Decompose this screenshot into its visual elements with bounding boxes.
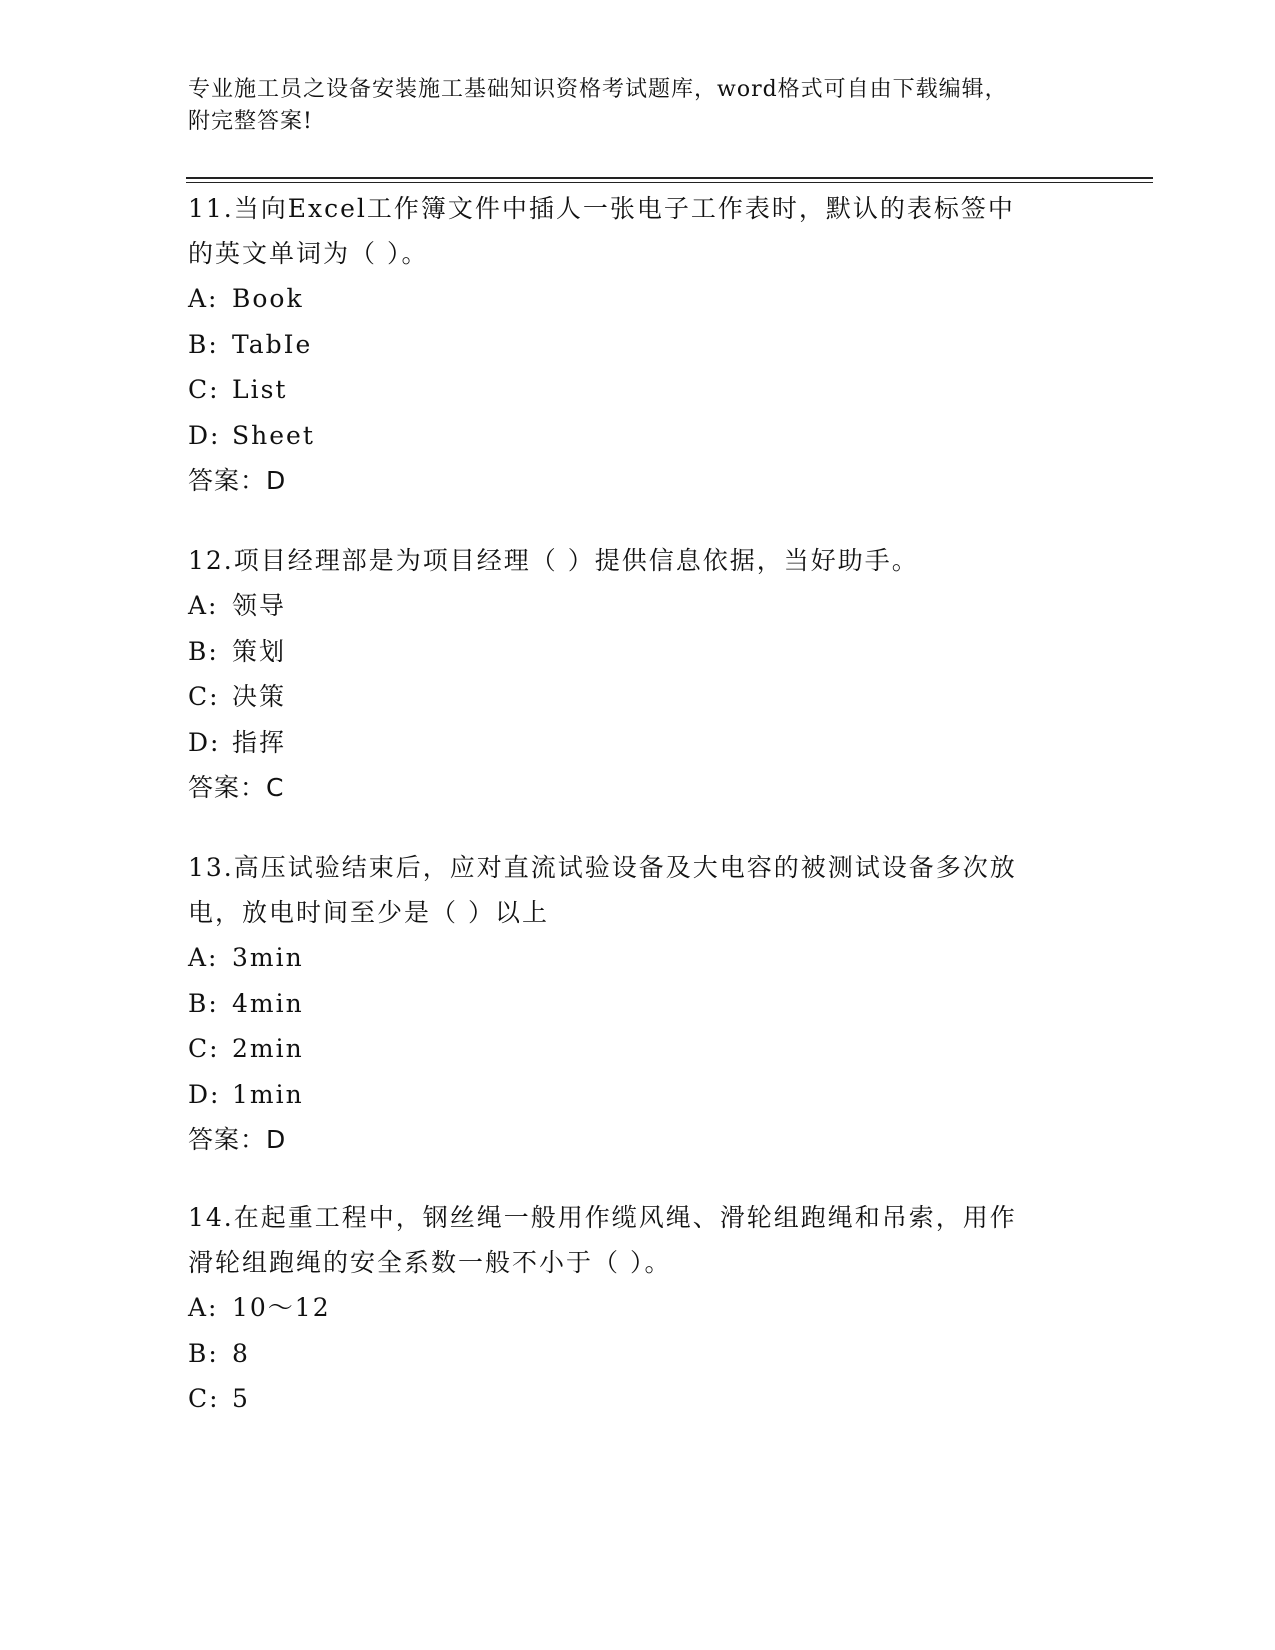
- question-stem-line-2: 滑轮组跑绳的安全系数一般不小于（ ）。: [188, 1248, 672, 1277]
- option-letter: C:: [188, 375, 220, 404]
- option-c: [188, 1026, 1088, 1072]
- option-text: 策划: [232, 636, 287, 666]
- option-b: [188, 629, 1088, 675]
- document-header: [188, 74, 1068, 138]
- option-text: 5: [232, 1384, 250, 1413]
- option-text: 2min: [232, 1034, 304, 1063]
- option-b: [188, 322, 1088, 368]
- question-11: [188, 186, 1088, 503]
- answer-line: 答案：D: [188, 466, 287, 495]
- option-d: [188, 720, 1088, 766]
- question-stem-line-1: 11.当向Excel工作簿文件中插人一张电子工作表时，默认的表标签中: [188, 194, 1015, 223]
- option-letter: D:: [188, 1079, 221, 1109]
- option-a: [188, 935, 1088, 981]
- option-d: [188, 413, 1088, 459]
- option-c: [188, 367, 1088, 413]
- question-stem-line-1: 13.高压试验结束后，应对直流试验设备及大电容的被测试设备多次放: [188, 853, 1017, 882]
- question-stem-line-1: 14.在起重工程中，钢丝绳一般用作缆风绳、滑轮组跑绳和吊索，用作: [188, 1203, 1017, 1232]
- question-stem-line-1: 12.项目经理部是为项目经理（ ）提供信息依据，当好助手。: [188, 546, 919, 575]
- option-letter: C:: [188, 1384, 220, 1413]
- option-text: TabIe: [232, 329, 313, 359]
- option-c: [188, 674, 1088, 720]
- option-text: 4min: [232, 988, 304, 1018]
- option-b: [188, 981, 1088, 1027]
- option-text: List: [232, 375, 288, 404]
- question-12: [188, 538, 1088, 810]
- option-letter: B:: [188, 636, 219, 666]
- question-14: [188, 1195, 1088, 1422]
- option-letter: D:: [188, 727, 221, 757]
- option-b: [188, 1331, 1088, 1377]
- option-letter: C:: [188, 682, 220, 711]
- option-a: [188, 276, 1088, 322]
- answer-line: 答案：C: [188, 773, 285, 802]
- question-13: [188, 845, 1088, 1162]
- option-text: 10～12: [232, 1293, 331, 1322]
- option-letter: B:: [188, 1338, 219, 1368]
- option-c: [188, 1376, 1088, 1422]
- option-letter: C:: [188, 1034, 220, 1063]
- header-line-2: 附完整答案!: [188, 109, 313, 134]
- option-text: 8: [232, 1338, 250, 1368]
- header-line-1: 专业施工员之设备安装施工基础知识资格考试题库，word格式可自由下载编辑，: [188, 77, 1008, 102]
- option-letter: B:: [188, 988, 219, 1018]
- answer-line: 答案：D: [188, 1125, 287, 1154]
- option-letter: A:: [188, 591, 219, 620]
- option-text: Sheet: [232, 420, 315, 450]
- option-letter: D:: [188, 420, 221, 450]
- question-stem-line-2: 电，放电时间至少是（ ）以上: [188, 898, 549, 927]
- option-text: 1min: [232, 1079, 304, 1109]
- option-text: 决策: [232, 682, 287, 711]
- option-text: Book: [232, 284, 304, 313]
- question-stem-line-2: 的英文单词为（ ）。: [188, 239, 429, 268]
- option-letter: A:: [188, 1293, 219, 1322]
- option-letter: A:: [188, 284, 219, 313]
- option-letter: B:: [188, 329, 219, 359]
- option-text: 领导: [232, 591, 287, 620]
- option-d: [188, 1072, 1088, 1118]
- option-text: 指挥: [232, 727, 287, 757]
- option-letter: A:: [188, 943, 219, 972]
- option-a: [188, 583, 1088, 629]
- header-divider-thick: [186, 177, 1153, 179]
- header-divider-thin: [186, 182, 1153, 183]
- option-a: [188, 1285, 1088, 1331]
- option-text: 3min: [232, 943, 304, 972]
